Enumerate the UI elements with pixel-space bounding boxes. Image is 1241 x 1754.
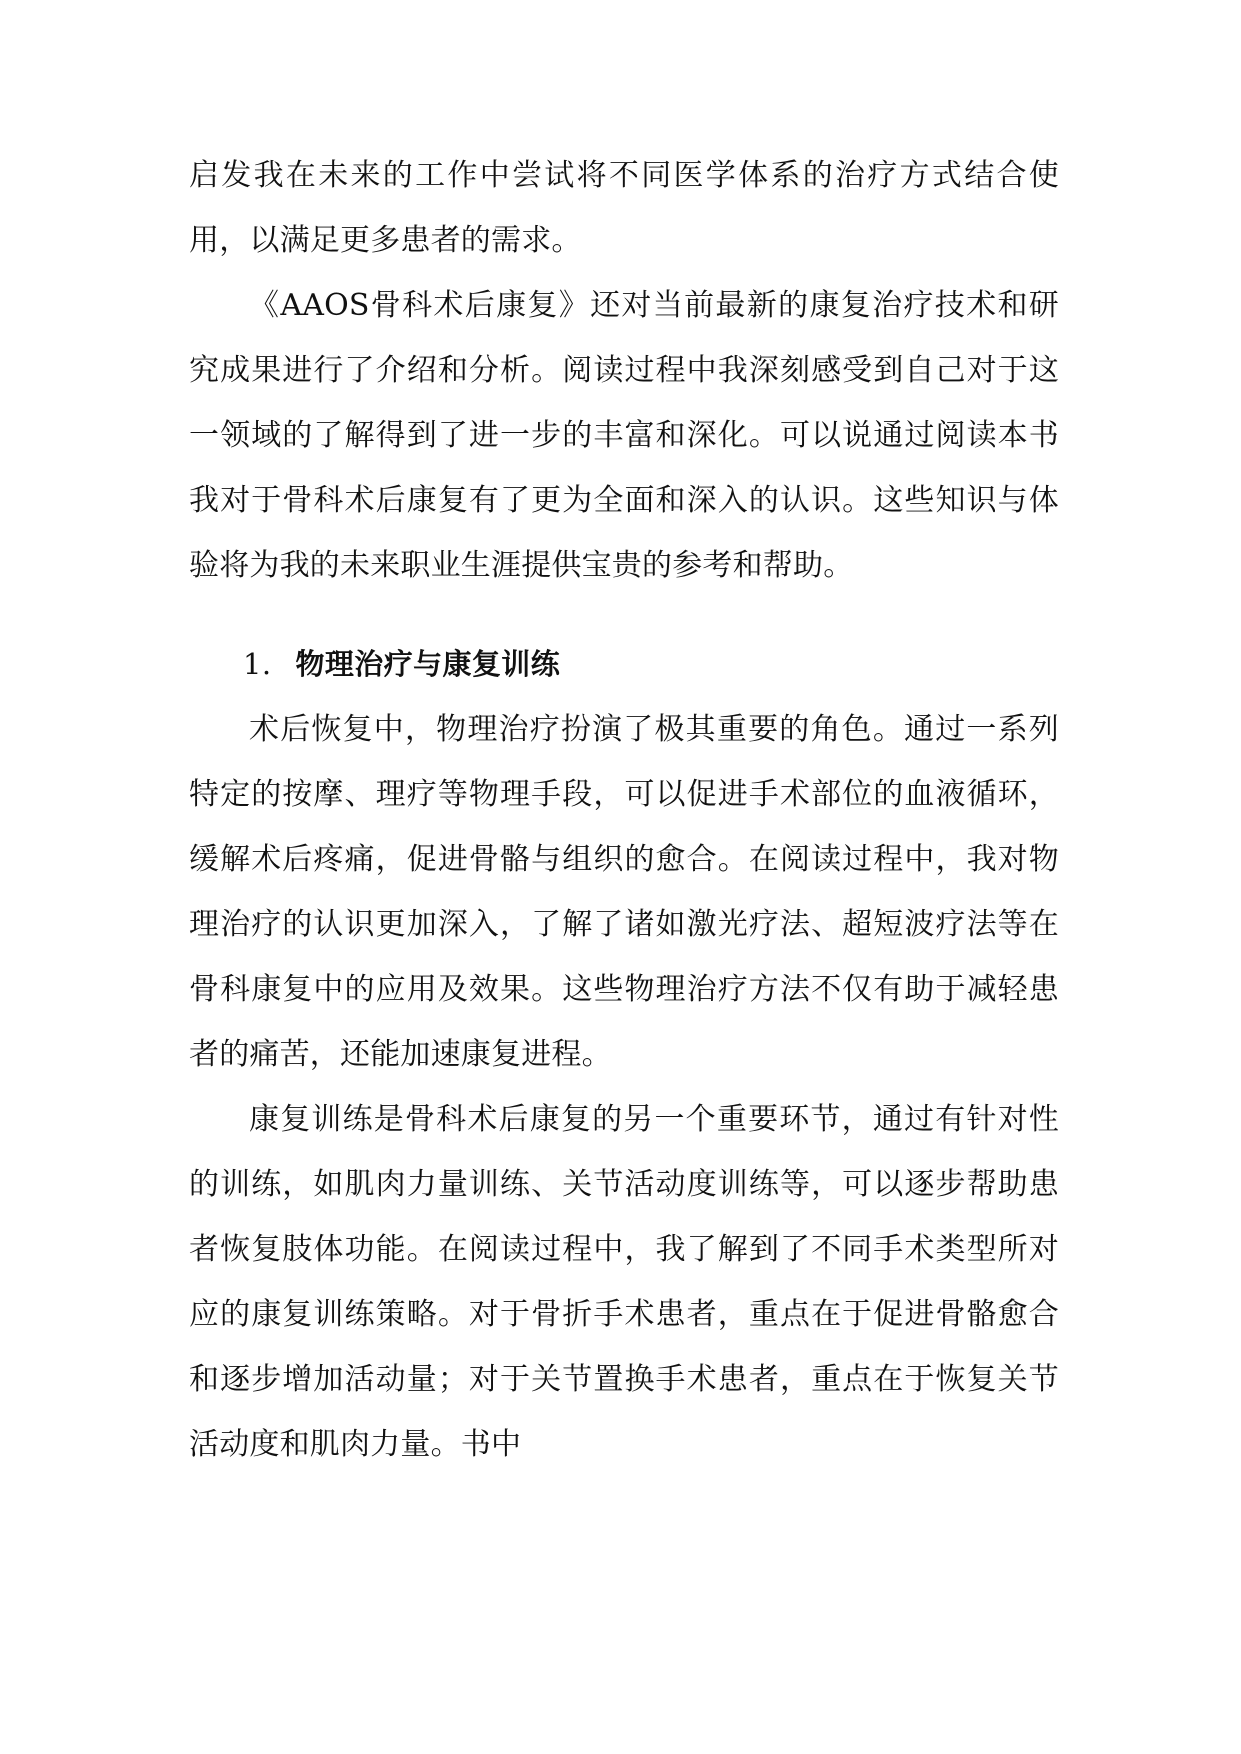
paragraph-continuation: 启发我在未来的工作中尝试将不同医学体系的治疗方式结合使用，以满足更多患者的需求。 bbox=[189, 158, 1059, 258]
paragraph-aaos-summary: 《AAOS骨科术后康复》还对当前最新的康复治疗技术和研究成果进行了介绍和分析。阅读过程中我深刻感受到自己对于这一领域的了解得到了进一步的丰富和深化。可以说通过阅读本书我对于骨科术后康复有了更为全面和深入的认识。这些知识与体验将为我的未来职业生涯提供宝贵的参考和帮助。 bbox=[189, 288, 1059, 583]
section-title: 物理治疗与康复训练 bbox=[295, 647, 561, 681]
section-number: 1. bbox=[243, 647, 272, 681]
document-body bbox=[189, 143, 1059, 1477]
section-heading bbox=[243, 632, 1059, 697]
paragraph-rehab-training: 康复训练是骨科术后康复的另一个重要环节，通过有针对性的训练，如肌肉力量训练、关节活动度训练等，可以逐步帮助患者恢复肢体功能。在阅读过程中，我了解到了不同手术类型所对应的康复训练策略。对于骨折手术患者，重点在于促进骨骼愈合和逐步增加活动量；对于关节置换手术患者，重点在于恢复关节活动度和肌肉力量。书中 bbox=[189, 1102, 1059, 1462]
paragraph-physical-therapy: 术后恢复中，物理治疗扮演了极其重要的角色。通过一系列特定的按摩、理疗等物理手段，可以促进手术部位的血液循环，缓解术后疼痛，促进骨骼与组织的愈合。在阅读过程中，我对物理治疗的认识更加深入，了解了诸如激光疗法、超短波疗法等在骨科康复中的应用及效果。这些物理治疗方法不仅有助于减轻患者的痛苦，还能加速康复进程。 bbox=[189, 712, 1059, 1072]
